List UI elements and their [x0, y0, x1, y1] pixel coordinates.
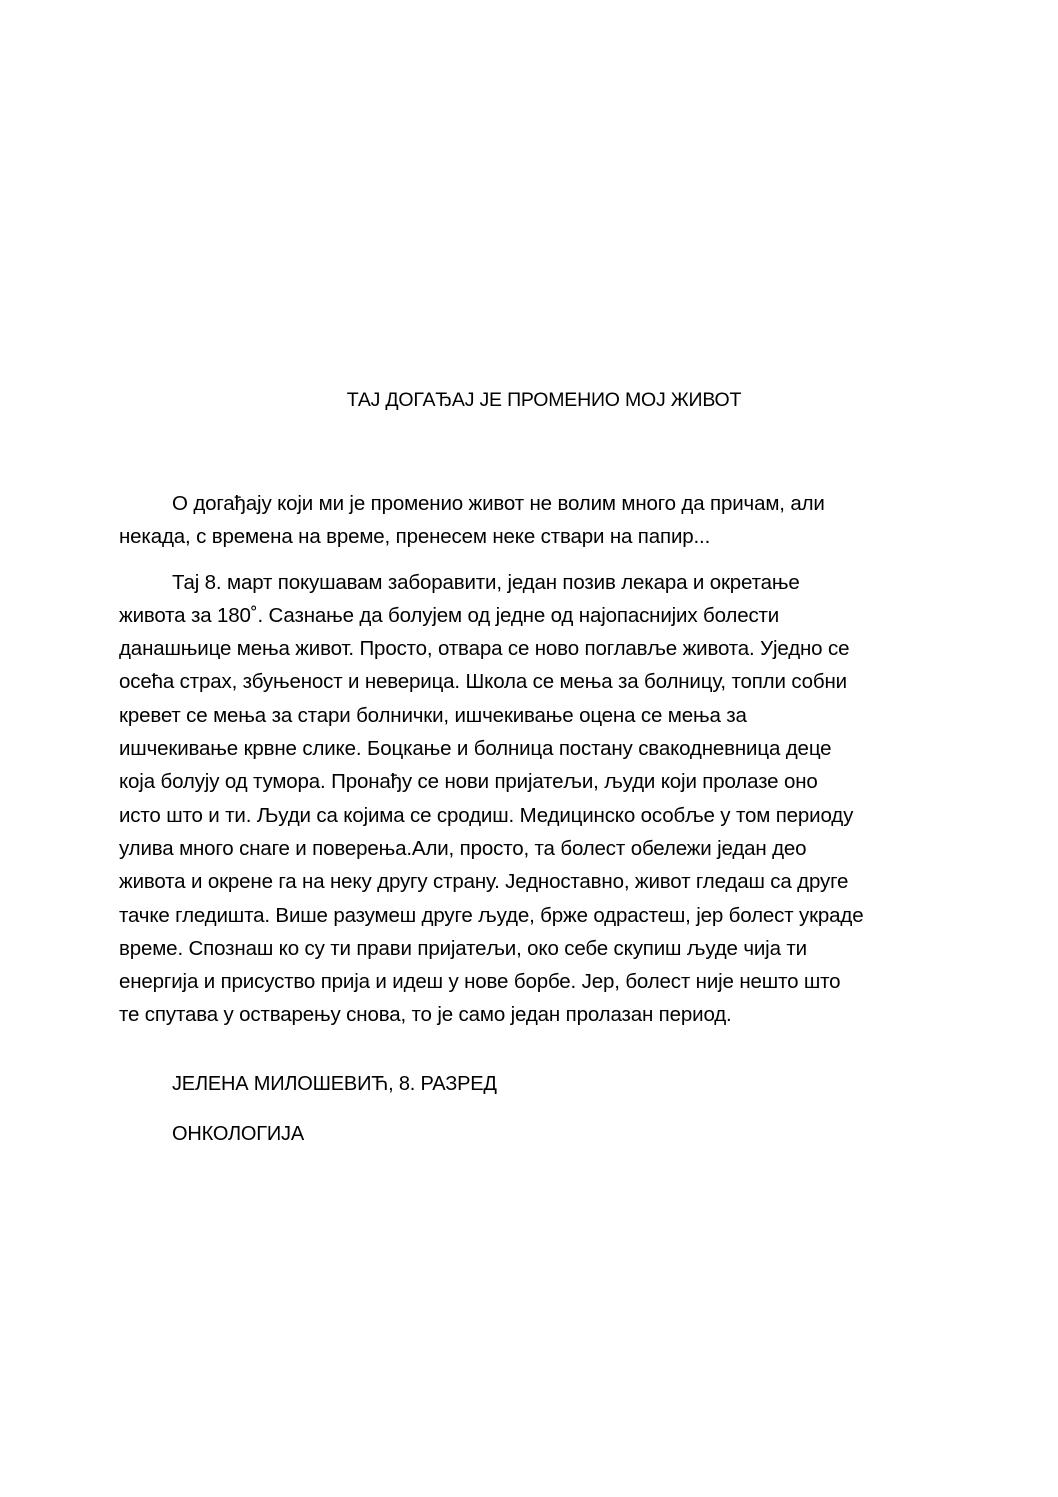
- paragraph-line: кревет се мења за стари болнички, ишчекивање оцена се мења за: [119, 703, 747, 727]
- paragraph-line: ишчекивање крвне слике. Боцкање и болница постану свакодневница деце: [119, 737, 832, 761]
- paragraph-line: данашњице мења живот. Просто, отвара се ново поглавље живота. Уједно се: [119, 637, 850, 661]
- paragraph-line: енергија и присуство прија и идеш у нове борбе. Јер, болест није нешто што: [119, 970, 841, 994]
- signature-author: ЈЕЛЕНА МИЛОШЕВИЋ, 8. РАЗРЕД: [172, 1073, 497, 1095]
- paragraph-line: улива много снаге и поверења.Али, просто, та болест обележи један део: [119, 836, 807, 860]
- paragraph-line: тачке гледишта. Више разумеш друге људе, брже одрастеш, јер болест украде: [119, 903, 864, 927]
- paragraph-intro: [119, 487, 941, 554]
- paragraph-line: осећа страх, збуњеност и неверица. Школа се мења за болницу, топли собни: [119, 670, 847, 694]
- paragraph-line: живота и окрене га на неку другу страну. Једноставно, живот гледаш са друге: [119, 870, 849, 894]
- document-body: [119, 487, 941, 1032]
- paragraph-line: исто што и ти. Људи са којима се сродиш. Медицинско особље у том периоду: [119, 803, 854, 827]
- paragraph-line: живота за 180˚. Сазнање да болујем од једне од најопаснијих болести: [119, 603, 780, 627]
- paragraph-line: време. Спознаш ко су ти прави пријатељи, око себе скупиш људе чија ти: [119, 936, 807, 960]
- document-title: ТАЈ ДОГАЂАЈ ЈЕ ПРОМЕНИО МОЈ ЖИВОТ: [346, 389, 742, 411]
- paragraph-main: [119, 566, 941, 1032]
- paragraph-line: некада, с времена на време, пренесем неке ствари на папир...: [119, 525, 711, 549]
- paragraph-line: Тај 8. март покушавам заборавити, један позив лекара и окретање: [172, 570, 800, 594]
- paragraph-line: која болују од тумора. Пронађу се нови пријатељи, људи који пролазе оно: [119, 770, 818, 794]
- signature-department: ОНКОЛОГИЈА: [172, 1123, 304, 1145]
- paragraph-line: те спутава у остварењу снова, то је само један пролазан период.: [119, 1003, 732, 1027]
- paragraph-line: О догађају који ми је променио живот не волим много да причам, али: [172, 492, 825, 515]
